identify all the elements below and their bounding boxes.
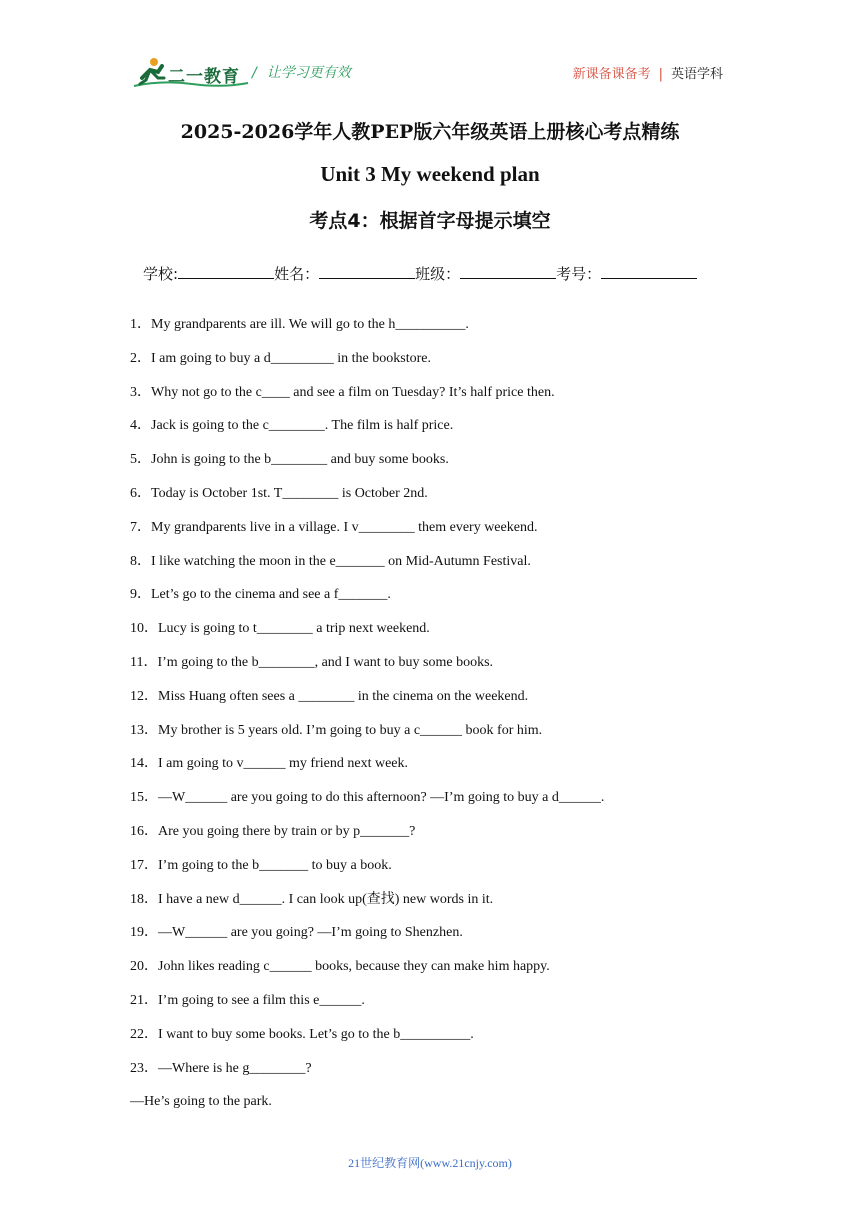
question-13: 13．My brother is 5 years old. I’m going to buy a c______ book for him. <box>130 722 543 738</box>
question-12: 12．Miss Huang often sees a ________ in the cinema on the weekend. <box>130 688 529 704</box>
question-21: 21．I’m going to see a film this e______. <box>130 992 365 1008</box>
question-10: 10．Lucy is going to t________ a trip next weekend. <box>130 621 430 637</box>
question-14: 14．I am going to v______ my friend next week. <box>130 756 409 772</box>
name-blank[interactable] <box>319 264 415 279</box>
student-info-row <box>143 263 697 284</box>
label-name: 姓名： <box>274 265 320 283</box>
question-5: 5．John is going to the b________ and buy some books. <box>130 452 449 468</box>
question-2: 2．I am going to buy a d_________ in the bookstore. <box>130 350 431 366</box>
class-blank[interactable] <box>460 264 556 279</box>
label-class: 班级： <box>415 265 461 283</box>
question-23-answer-line: —He’s going to the park. <box>130 1094 272 1110</box>
header-tags: 新课备课备考 | 英语学科 <box>572 67 723 82</box>
slogan-text: 让学习更有效 <box>266 65 351 81</box>
page-header <box>0 0 860 100</box>
question-19: 19．—W______ are you going? —I’m going to Shenzhen. <box>130 925 463 941</box>
question-15: 15．—W______ are you going to do this afternoon? —I’m going to buy a d______. <box>130 790 605 806</box>
question-list <box>130 316 770 1127</box>
question-8: 8．I like watching the moon in the e_______ on Mid-Autumn Festival. <box>130 553 531 569</box>
question-9: 9．Let’s go to the cinema and see a f_______. <box>130 587 391 603</box>
question-6: 6．Today is October 1st. T________ is October 2nd. <box>130 485 428 501</box>
question-18: 18．I have a new d______. I can look up(查找) new words in it. <box>130 891 494 907</box>
question-16: 16．Are you going there by train or by p_______? <box>130 823 416 839</box>
question-7: 7．My grandparents live in a village. I v________ them every weekend. <box>130 519 538 535</box>
footer-source: 21世纪教育网(www.21cnjy.com) <box>348 1156 512 1170</box>
tag-right: 英语学科 <box>670 67 723 82</box>
label-school: 学校: <box>143 265 179 283</box>
question-23: 23．—Where is he g________? <box>130 1060 312 1076</box>
title-line-3: 考点4：根据首字母提示填空 <box>309 210 551 232</box>
logo <box>132 56 250 90</box>
tag-left: 新课备课备考 <box>572 67 651 82</box>
question-22: 22．I want to buy some books. Let’s go to the b__________. <box>130 1026 474 1042</box>
logo-text: 二一教育 <box>168 67 240 87</box>
exam-number-blank[interactable] <box>601 264 697 279</box>
question-17: 17．I’m going to the b_______ to buy a book. <box>130 857 392 873</box>
question-3: 3．Why not go to the c____ and see a film on Tuesday? It’s half price then. <box>130 384 555 400</box>
school-blank[interactable] <box>178 264 274 279</box>
question-4: 4．Jack is going to the c________. The film is half price. <box>130 418 454 434</box>
question-20: 20．John likes reading c______ books, because they can make him happy. <box>130 959 550 975</box>
question-11: 11．I’m going to the b________, and I want to buy some books. <box>130 654 494 670</box>
title-line-1: 2025-2026学年人教PEP版六年级英语上册核心考点精练 <box>180 121 680 143</box>
question-1: 1．My grandparents are ill. We will go to the h__________. <box>130 317 469 332</box>
label-exam-number: 考号： <box>556 265 602 283</box>
slogan: / 让学习更有效 <box>252 65 351 81</box>
title-line-2: Unit 3 My weekend plan <box>320 162 540 186</box>
